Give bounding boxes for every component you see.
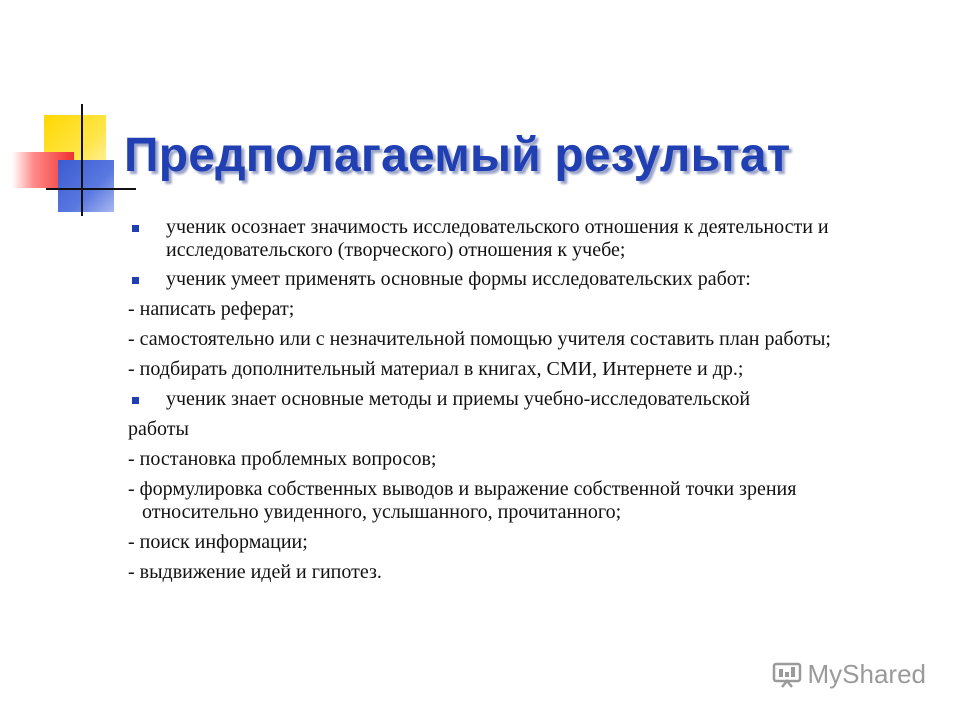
vertical-line (81, 104, 83, 216)
list-item: - выдвижение идей и гипотез. (128, 561, 382, 583)
list-item: - подбирать дополнительный материал в книгах, СМИ, Интернете и др.; (128, 358, 744, 380)
list-item: - самостоятельно или с незначительной помощью учителя составить план работы; (128, 328, 831, 350)
slide-body (128, 216, 908, 584)
watermark-logo (772, 659, 927, 690)
list-item: - постановка проблемных вопросов; (128, 448, 437, 470)
list-item: - написать реферат; (128, 298, 295, 320)
list-item: - формулировка собственных выводов и выражение собственной точки зрения относительно увиденного, услышанного, прочитанного; (128, 478, 797, 523)
decorative-corner-graphic (0, 0, 140, 230)
bullet-item: ученик знает основные методы и приемы учебно-исследовательской (128, 388, 908, 411)
bullet-item: ученик осознает значимость исследовательского отношения к деятельности и исследовательского (творческого) отношения к учебе; (128, 216, 908, 262)
slide-title: Предполагаемый результат (124, 129, 791, 182)
presentation-board-icon (772, 661, 802, 689)
list-item: - поиск информации; (128, 531, 308, 553)
horizontal-line (46, 188, 136, 190)
bullet-item: ученик умеет применять основные формы исследовательских работ: (128, 268, 908, 291)
watermark-text: MyShared (807, 659, 926, 689)
list-item: работы (128, 418, 189, 440)
blue-square (58, 160, 114, 212)
